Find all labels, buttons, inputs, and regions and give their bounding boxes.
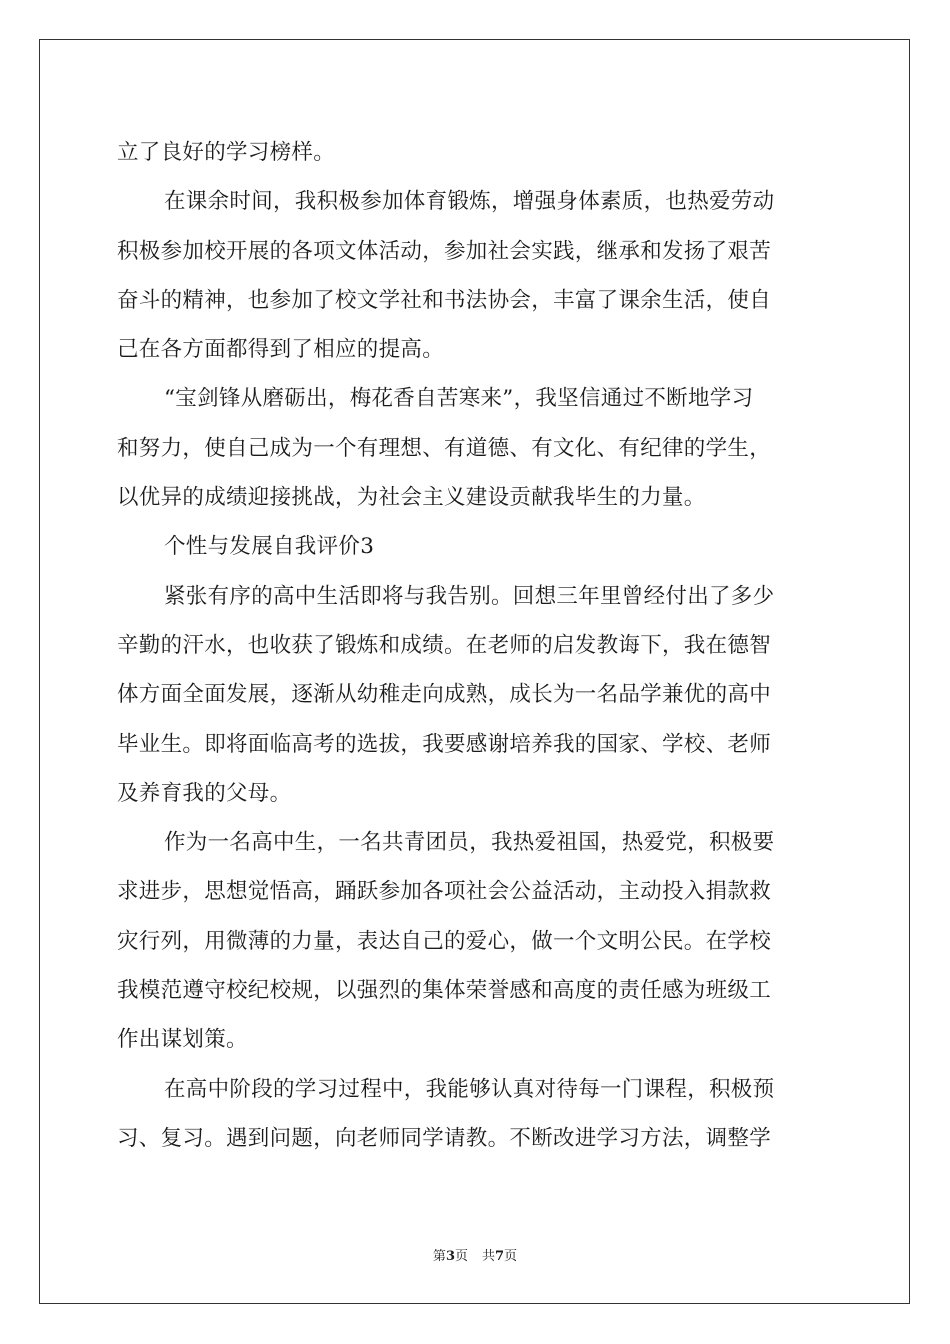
text-line: 及养育我的父母。 [117,780,292,806]
paragraph-start-line: 在课余时间，我积极参加体育锻炼，增强身体素质，也热爱劳动 [164,189,775,215]
text-line: 辛勤的汗水，也收获了锻炼和成绩。在老师的启发教诲下，我在德智 [117,632,772,658]
text-line: 体方面全面发展，逐渐从幼稚走向成熟，成长为一名品学兼优的高中 [117,682,772,708]
page-prefix: 第 [432,1249,446,1264]
paragraph-start-line: “宝剑锋从磨砺出，梅花香自苦寒来”，我坚信通过不断地学习 [164,386,754,412]
text-line: 己在各方面都得到了相应的提高。 [117,337,445,363]
paragraph-start-line: 在高中阶段的学习过程中，我能够认真对待每一门课程，积极预 [164,1076,775,1102]
text-line: 作出谋划策。 [117,1027,248,1053]
page-footer [0,1249,950,1265]
paragraph-start-line: 紧张有序的高中生活即将与我告别。回想三年里曾经付出了多少 [164,583,775,609]
section-heading: 个性与发展自我评价3 [164,534,375,560]
text-line: 奋斗的精神，也参加了校文学社和书法协会，丰富了课余生活，使自 [117,287,772,313]
page-suffix: 页 [454,1249,468,1264]
total-pages: 7 [495,1249,505,1264]
text-line: 和努力，使自己成为一个有理想、有道德、有文化、有纪律的学生， [117,435,772,461]
text-line: 以优异的成绩迎接挑战，为社会主义建设贡献我毕生的力量。 [117,485,706,511]
text-line: 积极参加校开展的各项文体活动，参加社会实践，继承和发扬了艰苦 [117,238,772,264]
text-line: 立了良好的学习榜样。 [117,140,336,165]
text-line: 求进步，思想觉悟高，踊跃参加各项社会公益活动，主动投入捐款救 [117,879,772,905]
page-number: 3 [445,1249,455,1264]
total-suffix: 页 [504,1249,518,1264]
text-line: 毕业生。即将面临高考的选拔，我要感谢培养我的国家、学校、老师 [117,731,772,757]
text-line: 灾行列，用微薄的力量，表达自己的爱心，做一个文明公民。在学校 [117,928,772,954]
document-body [117,128,833,1163]
total-prefix: 共 [482,1249,496,1264]
paragraph-start-line: 作为一名高中生，一名共青团员，我热爱祖国，热爱党，积极要 [164,830,775,856]
text-line: 我模范遵守校纪校规，以强烈的集体荣誉感和高度的责任感为班级工 [117,978,772,1004]
text-line: 习、复习。遇到问题，向老师同学请教。不断改进学习方法，调整学 [117,1125,772,1151]
